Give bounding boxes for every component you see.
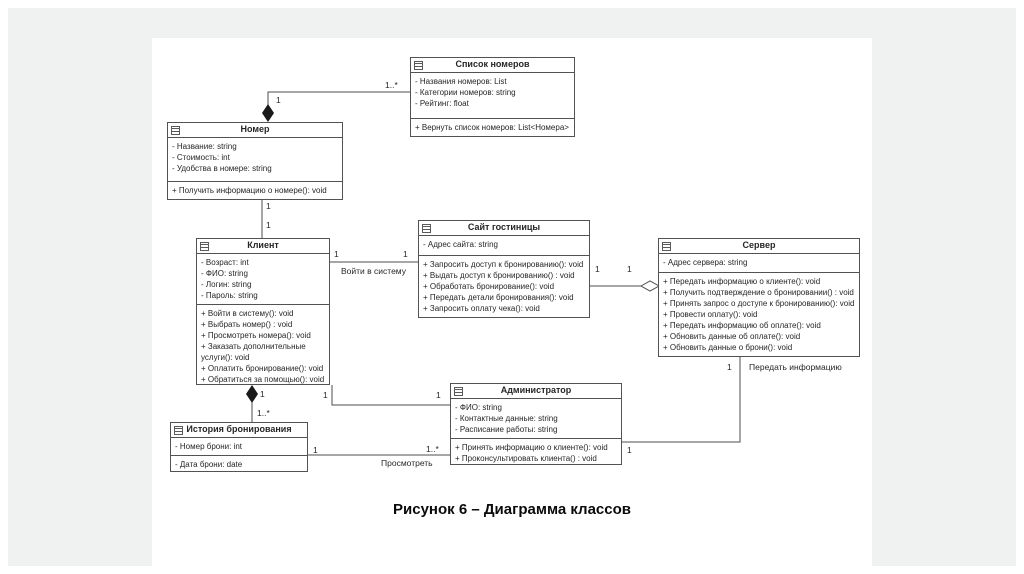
multiplicity-label: 1..* xyxy=(257,408,270,418)
class-icon xyxy=(200,242,209,251)
class-attributes xyxy=(419,236,589,256)
edge-label-view: Просмотреть xyxy=(381,458,433,468)
class-title-bar xyxy=(411,58,574,73)
method-line: + Получить подтверждение о бронировании() : void xyxy=(663,288,854,297)
method-line: + Оплатить бронирование(): void xyxy=(201,364,324,373)
edge-list-room xyxy=(268,92,410,105)
attribute-line: - Номер брони: int xyxy=(175,442,242,451)
class-title-bar xyxy=(197,239,329,254)
class-box-room-list xyxy=(410,57,575,137)
class-attributes xyxy=(197,254,329,305)
class-box-site xyxy=(418,220,590,318)
attribute-line: - Адрес сайта: string xyxy=(423,240,498,249)
method-line: + Проконсультировать клиента() : void xyxy=(455,454,597,463)
class-box-client xyxy=(196,238,330,385)
class-icon xyxy=(174,426,183,435)
multiplicity-label: 1 xyxy=(266,220,271,230)
attribute-line: - Рейтинг: float xyxy=(415,99,469,108)
class-methods xyxy=(197,305,329,388)
class-title: Список номеров xyxy=(455,59,530,69)
method-line: + Провести оплату(): void xyxy=(663,310,758,319)
attribute-line: - Контактные данные: string xyxy=(455,414,558,423)
multiplicity-label: 1 xyxy=(313,445,318,455)
multiplicity-label: 1 xyxy=(260,389,265,399)
class-icon xyxy=(422,224,431,233)
class-box-room xyxy=(167,122,343,200)
multiplicity-label: 1 xyxy=(323,390,328,400)
attribute-line: - Названия номеров: List xyxy=(415,77,507,86)
attribute-line: - Удобства в номере: string xyxy=(172,164,272,173)
multiplicity-label: 1 xyxy=(266,201,271,211)
multiplicity-label: 1 xyxy=(627,445,632,455)
class-methods xyxy=(451,439,621,467)
attribute-line: - Логин: string xyxy=(201,280,252,289)
attribute-line: - Пароль: string xyxy=(201,291,258,300)
class-attributes xyxy=(168,138,342,182)
attribute-line: - Адрес сервера: string xyxy=(663,258,748,267)
method-line: + Обновить данные о брони(): void xyxy=(663,343,793,352)
class-methods xyxy=(168,182,342,199)
method-line: + Выбрать номер() : void xyxy=(201,320,293,329)
method-line: + Выдать доступ к бронированию() : void xyxy=(423,271,575,280)
class-methods xyxy=(411,119,574,136)
method-line: + Запросить оплату чека(): void xyxy=(423,304,540,313)
class-title: Сайт гостиницы xyxy=(467,222,541,232)
class-title: Сервер xyxy=(742,240,776,250)
multiplicity-label: 1 xyxy=(276,95,281,105)
class-title-bar xyxy=(451,384,621,399)
multiplicity-label: 1 xyxy=(727,362,732,372)
class-box-admin xyxy=(450,383,622,465)
class-title-bar xyxy=(171,423,307,438)
class-title: История бронирования xyxy=(186,424,292,434)
attribute-line: - Категории номеров: string xyxy=(415,88,516,97)
method-line: + Обработать бронирование(): void xyxy=(423,282,555,291)
method-line: + Получить информацию о номере(): void xyxy=(172,186,327,195)
method-line: + Передать детали бронирования(): void xyxy=(423,293,574,302)
class-attributes-2 xyxy=(171,456,307,473)
attribute-line: - Название: string xyxy=(172,142,237,151)
class-icon xyxy=(171,126,180,135)
composition-diamond-room xyxy=(262,104,274,122)
method-line: + Передать информацию о клиенте(): void xyxy=(663,277,821,286)
class-title: Номер xyxy=(240,124,270,134)
class-attributes xyxy=(411,73,574,119)
attribute-line: - ФИО: string xyxy=(455,403,502,412)
class-title: Клиент xyxy=(247,240,279,250)
multiplicity-label: 1..* xyxy=(426,444,439,454)
method-line: + Передать информацию об оплате(): void xyxy=(663,321,821,330)
method-line: + Просмотреть номера(): void xyxy=(201,331,311,340)
class-icon xyxy=(414,61,423,70)
method-line: + Запросить доступ к бронированию(): void xyxy=(423,260,584,269)
class-title: Администратор xyxy=(500,385,572,395)
attribute-line: - Дата брони: date xyxy=(175,460,243,469)
class-methods xyxy=(419,256,589,317)
edge-label-login: Войти в систему xyxy=(341,266,406,276)
attribute-line: - Расписание работы: string xyxy=(455,425,558,434)
class-title-bar xyxy=(168,123,342,138)
multiplicity-label: 1 xyxy=(627,264,632,274)
method-line: + Вернуть список номеров: List<Номера> xyxy=(415,123,569,132)
method-line: + Обновить данные об оплате(): void xyxy=(663,332,801,341)
edge-client-admin xyxy=(332,385,450,405)
class-icon xyxy=(454,387,463,396)
class-methods xyxy=(659,273,859,356)
multiplicity-label: 1 xyxy=(436,390,441,400)
multiplicity-label: 1 xyxy=(334,249,339,259)
aggregation-diamond-server xyxy=(641,281,659,291)
figure-caption: Рисунок 6 – Диаграмма классов xyxy=(393,501,631,518)
method-line: + Войти в систему(): void xyxy=(201,309,294,318)
multiplicity-label: 1..* xyxy=(385,80,398,90)
multiplicity-label: 1 xyxy=(403,249,408,259)
class-title-bar xyxy=(659,239,859,254)
multiplicity-label: 1 xyxy=(595,264,600,274)
attribute-line: - Возраст: int xyxy=(201,258,249,267)
class-attributes xyxy=(451,399,621,439)
class-icon xyxy=(662,242,671,251)
method-line: + Заказать дополнительные услуги(): void xyxy=(201,342,306,362)
edge-server-admin xyxy=(622,357,740,442)
edge-label-transfer-info: Передать информацию xyxy=(749,362,842,372)
class-attributes xyxy=(659,254,859,273)
attribute-line: - Стоимость: int xyxy=(172,153,230,162)
class-box-server xyxy=(658,238,860,357)
attribute-line: - ФИО: string xyxy=(201,269,248,278)
class-attributes xyxy=(171,438,307,456)
method-line: + Обратиться за помощью(): void xyxy=(201,375,325,384)
method-line: + Принять информацию о клиенте(): void xyxy=(455,443,608,452)
class-box-history xyxy=(170,422,308,472)
method-line: + Принять запрос о доступе к бронированию(): void xyxy=(663,299,855,308)
class-title-bar xyxy=(419,221,589,236)
